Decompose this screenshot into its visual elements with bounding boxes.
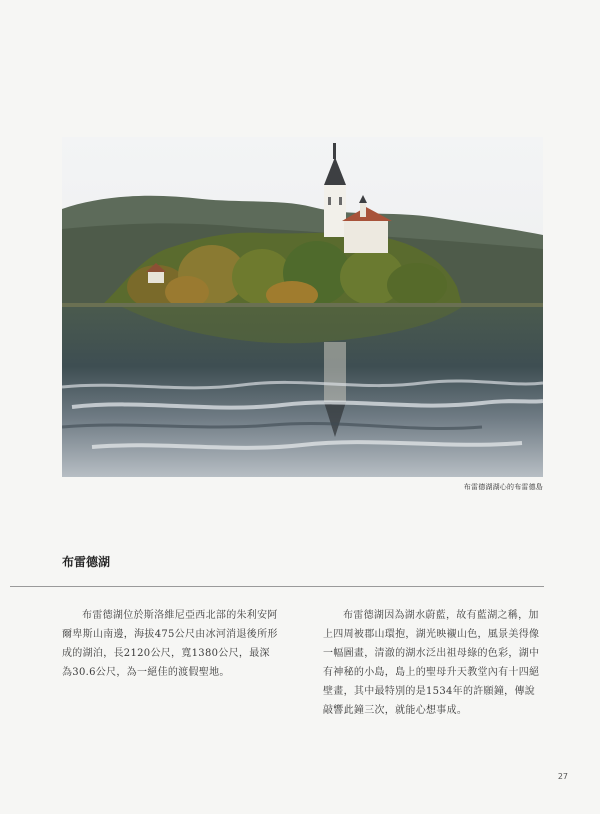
lake-bled-illustration <box>62 137 543 477</box>
body-paragraph-right: 布雷德湖因為湖水蔚藍，故有藍湖之稱，加上四周被郡山環抱，湖光映襯山色，風景美得像一幅圖畫，清澈的湖水泛出祖母綠的色彩，湖中有神秘的小島，島上的聖母升天教堂內有十四絕壁畫，其中最特別的是1534年的許願鐘，傳說敲響此鐘三次，就能心想事成。 <box>323 610 540 716</box>
lake-photo <box>62 137 543 477</box>
body-paragraph-left: 布雷德湖位於斯洛維尼亞西北部的朱利安阿爾卑斯山南邊，海拔475公尺由冰河消退後所形成的湖泊，長2120公尺，寬1380公尺，最深為30.6公尺，為一絕佳的渡假聖地。 <box>62 610 278 678</box>
divider <box>10 586 544 587</box>
photo-caption: 布雷德湖湖心的布雷德島 <box>463 483 543 491</box>
page-number: 27 <box>557 772 568 781</box>
section-title: 布雷德湖 <box>62 555 111 569</box>
